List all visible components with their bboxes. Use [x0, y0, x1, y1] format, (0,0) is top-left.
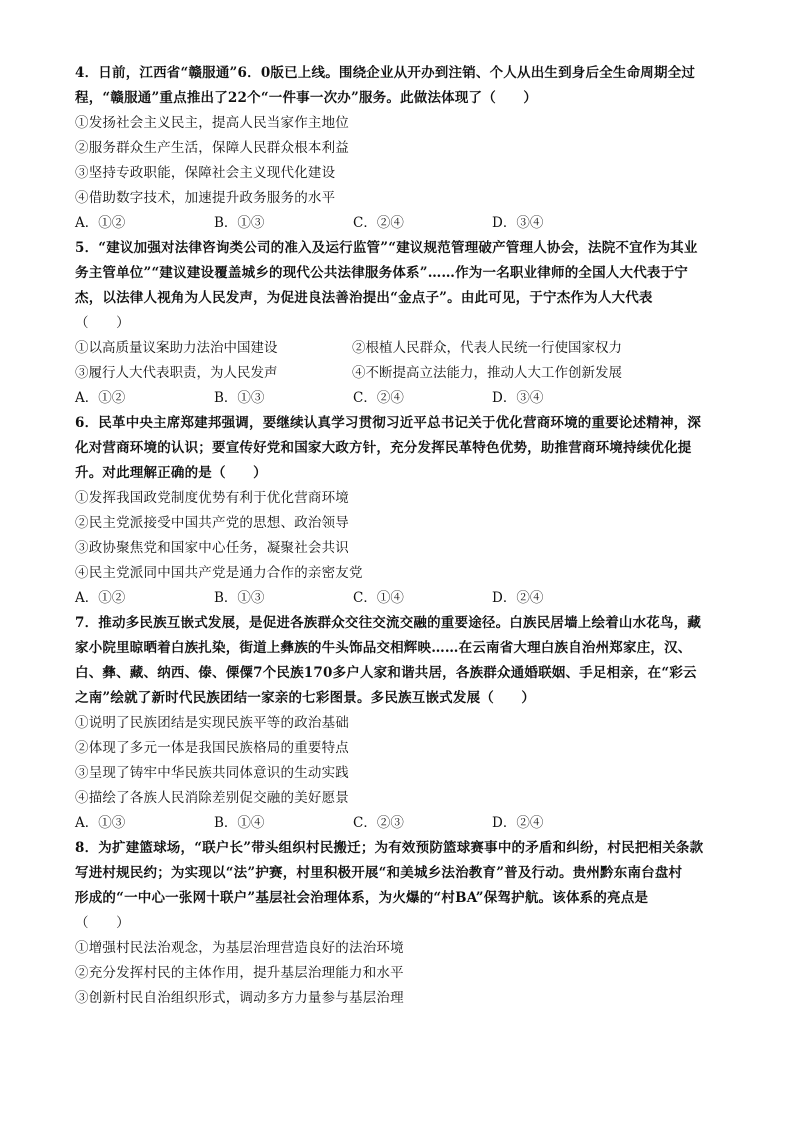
q6-item-4: ④民主党派同中国共产党是通力合作的亲密友党 — [75, 565, 363, 581]
q5-stem-line-3: 杰，以法律人视角为人民发声，为促进良法善治提出“金点子”。由此可见，于宁杰作为人大代表 — [75, 290, 653, 306]
q4-item-4: ④借助数字技术，加速提升政务服务的水平 — [75, 190, 336, 206]
q6-stem-line-2: 化对营商环境的认识；要宣传好党和国家大政方针，充分发挥民革特色优势，助推营商环境持续优化提 — [75, 440, 692, 456]
q7-item-3: ③呈现了铸牢中华民族共同体意识的生动实践 — [75, 765, 349, 781]
q7-option-d[interactable]: D．②④ — [492, 815, 544, 831]
q5-item-3: ③履行人大代表职责，为人民发声 — [75, 365, 278, 381]
q7-stem-line-1: 7．推动多民族互嵌式发展，是促进各族群众交往交流交融的重要途径。白族民居墙上绘着山水花鸟，藏 — [75, 615, 702, 631]
q7-option-b[interactable]: B．①④ — [214, 815, 265, 831]
q6-item-3: ③政协聚焦党和国家中心任务，凝聚社会共识 — [75, 540, 349, 556]
q4-item-2: ②服务群众生产生活，保障人民群众根本利益 — [75, 140, 349, 156]
q7-stem-line-3: 白、彝、藏、纳西、傣、傈僳7个民族170多户人家和谐共居，各族群众通婚联姻、手足相亲，在“彩云 — [75, 665, 697, 681]
q8-stem-line-2: 写进村规民约；为实现以“法”护赛，村里积极开展“和美城乡法治教育”普及行动。贵州黔东南台盘村 — [75, 865, 683, 881]
q5-option-a[interactable]: A．①② — [75, 390, 126, 406]
q8-item-2: ②充分发挥村民的主体作用，提升基层治理能力和水平 — [75, 965, 404, 981]
q4-stem-line-2: 程，“赣服通”重点推出了22个“一件事一次办”服务。此做法体现了（ ） — [75, 90, 538, 106]
q4-option-c[interactable]: C．②④ — [353, 215, 404, 231]
q7-item-2: ②体现了多元一体是我国民族格局的重要特点 — [75, 740, 349, 756]
q5-stem-line-4: （ ） — [75, 315, 130, 331]
q6-item-2: ②民主党派接受中国共产党的思想、政治领导 — [75, 515, 349, 531]
q7-item-4: ④描绘了各族人民消除差别促交融的美好愿景 — [75, 790, 349, 806]
q4-item-1: ①发扬社会主义民主，提高人民当家作主地位 — [75, 115, 349, 131]
q4-option-b[interactable]: B．①③ — [214, 215, 265, 231]
q5-stem-line-2: 务主管单位”“建议建设覆盖城乡的现代公共法律服务体系”……作为一名职业律师的全国人大代表于宁 — [75, 265, 688, 281]
q4-item-3: ③坚持专政职能，保障社会主义现代化建设 — [75, 165, 336, 181]
q6-stem-line-3: 升。对此理解正确的是（ ） — [75, 465, 267, 481]
q7-option-a[interactable]: A．①③ — [75, 815, 126, 831]
q8-item-3: ③创新村民自治组织形式，调动多方力量参与基层治理 — [75, 990, 404, 1006]
q4-stem-line-1: 4．日前，江西省“赣服通”6．0版已上线。围绕企业从开办到注销、个人从出生到身后全生命周期全过 — [75, 65, 696, 81]
q8-stem-line-3: 形成的“一中心一张网十联户”基层社会治理体系，为火爆的“村BA”保驾护航。该体系的亮点是 — [75, 890, 649, 906]
q4-option-d[interactable]: D．③④ — [492, 215, 544, 231]
q6-option-c[interactable]: C．①④ — [353, 590, 404, 606]
q7-stem-line-2: 家小院里晾晒着白族扎染，街道上彝族的牛头饰品交相辉映……在云南省大理白族自治州郑家庄，汉、 — [75, 640, 692, 656]
q7-item-1: ①说明了民族团结是实现民族平等的政治基础 — [75, 715, 349, 731]
q5-item-1: ①以高质量议案助力法治中国建设 — [75, 340, 278, 356]
q5-option-b[interactable]: B．①③ — [214, 390, 265, 406]
q7-stem-line-4: 之南”绘就了新时代民族团结一家亲的七彩图景。多民族互嵌式发展（ ） — [75, 690, 536, 706]
q6-option-b[interactable]: B．①③ — [214, 590, 265, 606]
q4-option-a[interactable]: A．①② — [75, 215, 126, 231]
q8-stem-line-4: （ ） — [75, 915, 130, 931]
q6-stem-line-1: 6．民革中央主席郑建邦强调，要继续认真学习贯彻习近平总书记关于优化营商环境的重要论述精神，深 — [75, 415, 702, 431]
q6-option-a[interactable]: A．①② — [75, 590, 126, 606]
q5-option-c[interactable]: C．②④ — [353, 390, 404, 406]
q5-stem-line-1: 5．“建议加强对法律咨询类公司的准入及运行监管”“建议规范管理破产管理人协会，法院不宜作为其业 — [75, 240, 698, 256]
q5-option-d[interactable]: D．③④ — [492, 390, 544, 406]
q5-item-2: ②根植人民群众，代表人民统一行使国家权力 — [352, 340, 622, 356]
q6-option-d[interactable]: D．②④ — [492, 590, 544, 606]
q8-item-1: ①增强村民法治观念，为基层治理营造良好的法治环境 — [75, 940, 404, 956]
q5-item-4: ④不断提高立法能力，推动人大工作创新发展 — [352, 365, 622, 381]
q8-stem-line-1: 8．为扩建篮球场，“联户长”带头组织村民搬迁；为有效预防篮球赛事中的矛盾和纠纷，村民把相关条款 — [75, 840, 704, 856]
q6-item-1: ①发挥我国政党制度优势有利于优化营商环境 — [75, 490, 349, 506]
q7-option-c[interactable]: C．②③ — [353, 815, 404, 831]
